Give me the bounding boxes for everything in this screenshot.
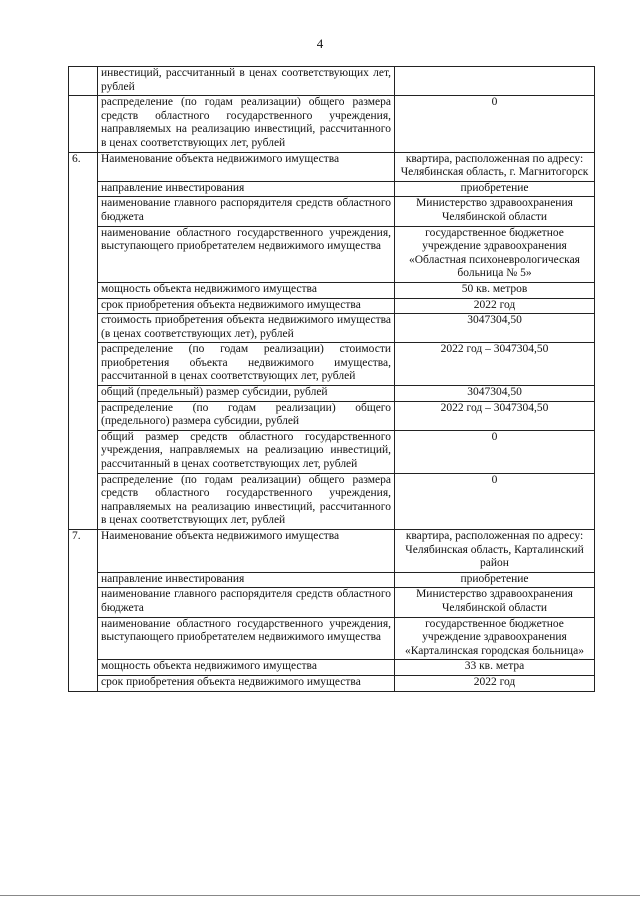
table-row: [69, 401, 595, 430]
table-row: [69, 660, 595, 676]
table-row: [69, 675, 595, 691]
row-value: приобретение: [395, 181, 595, 197]
row-label: срок приобретения объекта недвижимого имущества: [98, 675, 395, 691]
table-row: [69, 67, 595, 96]
table-row: [69, 226, 595, 282]
row-value: 2022 год: [395, 298, 595, 314]
object-number: 6.: [69, 152, 98, 529]
row-label: мощность объекта недвижимого имущества: [98, 660, 395, 676]
row-value: 0: [395, 473, 595, 529]
row-label: наименование областного государственного учреждения, выступающего приобретателем недвижимого имущества: [98, 226, 395, 282]
row-label: общий размер средств областного государственного учреждения, направляемых на реализацию инвестиций, рассчитанный в ценах соответствующих лет, рублей: [98, 430, 395, 473]
row-label: распределение (по годам реализации) общего размера средств областного государственного учреждения, направляемых на реализацию инвестиций, рассчитанного в ценах соответствующих лет, рублей: [98, 96, 395, 152]
page-number: 4: [316, 36, 324, 51]
row-label: инвестиций, рассчитанный в ценах соответствующих лет, рублей: [98, 67, 395, 96]
row-value: 2022 год – 3047304,50: [395, 401, 595, 430]
row-label: распределение (по годам реализации) общего (предельного) размера субсидии, рублей: [98, 401, 395, 430]
row-value: 2022 год: [395, 675, 595, 691]
row-label: наименование главного распорядителя средств областного бюджета: [98, 197, 395, 226]
row-label: Наименование объекта недвижимого имущества: [98, 530, 395, 573]
investment-objects-table: [68, 66, 595, 692]
table-row: [69, 430, 595, 473]
row-value: 3047304,50: [395, 386, 595, 402]
row-value: государственное бюджетное учреждение здравоохранения «Карталинская городская больница»: [395, 617, 595, 660]
row-label: срок приобретения объекта недвижимого имущества: [98, 298, 395, 314]
table-row: [69, 181, 595, 197]
row-value: государственное бюджетное учреждение здравоохранения «Областная психоневрологическая больница № 5»: [395, 226, 595, 282]
row-label: наименование главного распорядителя средств областного бюджета: [98, 588, 395, 617]
table-row: [69, 386, 595, 402]
document-sheet: [68, 66, 595, 692]
object-number: 7.: [69, 530, 98, 692]
row-label: наименование областного государственного учреждения, выступающего приобретателем недвижимого имущества: [98, 617, 395, 660]
row-value: 0: [395, 96, 595, 152]
table-row: [69, 197, 595, 226]
table-row: [69, 588, 595, 617]
row-value: приобретение: [395, 572, 595, 588]
row-value: квартира, расположенная по адресу: Челябинская область, г. Магнитогорск: [395, 152, 595, 181]
row-label: Наименование объекта недвижимого имущества: [98, 152, 395, 181]
row-number-cell: [69, 67, 98, 96]
row-value: Министерство здравоохранения Челябинской области: [395, 588, 595, 617]
row-label: общий (предельный) размер субсидии, рублей: [98, 386, 395, 402]
table-row: [69, 572, 595, 588]
row-value: 2022 год – 3047304,50: [395, 343, 595, 386]
row-label: мощность объекта недвижимого имущества: [98, 282, 395, 298]
table-row: [69, 152, 595, 181]
row-label: распределение (по годам реализации) общего размера средств областного государственного учреждения, направляемых на реализацию инвестиций, рассчитанного в ценах соответствующих лет, рублей: [98, 473, 395, 529]
row-value: 33 кв. метра: [395, 660, 595, 676]
table-row: [69, 96, 595, 152]
row-value: 3047304,50: [395, 314, 595, 343]
table-row: [69, 530, 595, 573]
bottom-divider: [0, 895, 640, 896]
row-value: [395, 67, 595, 96]
table-row: [69, 314, 595, 343]
row-value: квартира, расположенная по адресу: Челябинская область, Карталинский район: [395, 530, 595, 573]
row-number-cell: [69, 96, 98, 152]
table-row: [69, 298, 595, 314]
table-body: [69, 67, 595, 692]
row-value: 50 кв. метров: [395, 282, 595, 298]
row-value: 0: [395, 430, 595, 473]
table-row: [69, 343, 595, 386]
row-label: направление инвестирования: [98, 572, 395, 588]
row-label: распределение (по годам реализации) стоимости приобретения объекта недвижимого имущества, рассчитанной в ценах соответствующих лет, рублей: [98, 343, 395, 386]
row-label: стоимость приобретения объекта недвижимого имущества (в ценах соответствующих лет), рублей: [98, 314, 395, 343]
table-row: [69, 282, 595, 298]
table-row: [69, 617, 595, 660]
row-label: направление инвестирования: [98, 181, 395, 197]
row-value: Министерство здравоохранения Челябинской области: [395, 197, 595, 226]
table-row: [69, 473, 595, 529]
